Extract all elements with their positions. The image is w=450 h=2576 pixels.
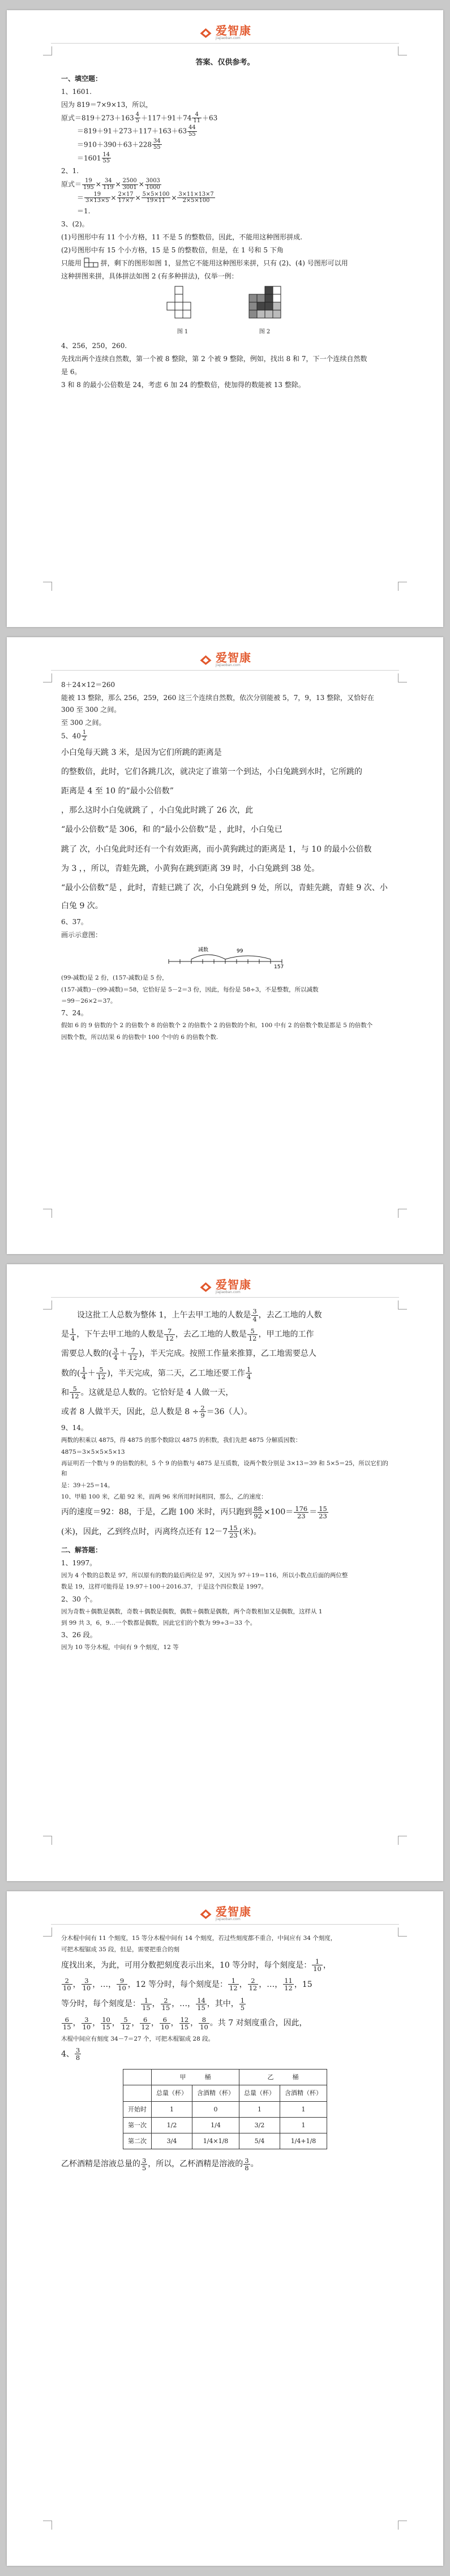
question-number: 3、(2)。: [61, 220, 89, 228]
number-line-label: 减数: [198, 947, 208, 954]
text-line: (157-减数)－(99-减数)＝58，它恰好是 5－2＝3 份，因此，每份是 58÷3，不是整数，所以减数: [61, 986, 319, 993]
brand-logo: [199, 1279, 251, 1294]
equation-line: 原式＝ $\frac{19}{195}$ × $\frac{34}{119}$ × $\frac{2500}{3001}$ × $\frac{3003}{1000}$: [61, 178, 160, 191]
crop-mark: [43, 1927, 52, 1937]
header-rule: [51, 43, 399, 44]
header-rule: [51, 1297, 399, 1298]
figure-1-caption: 图 1: [177, 328, 188, 335]
crop-mark: [43, 46, 52, 55]
brand-logo: [199, 1906, 251, 1921]
document-page-2: [7, 637, 443, 1254]
question-number: 1、1997。: [61, 1559, 97, 1567]
l-shape-icon: [84, 257, 98, 269]
page-3-content: [61, 1305, 389, 1654]
text-line: 画示示意图：: [61, 931, 102, 939]
page-2-content: [61, 678, 389, 1044]
table-row: [123, 2085, 327, 2101]
text-line: 分木棍中间有 11 个刻度，15 等分木棍中间有 14 个刻度，若过些刻度都不重合，中间应有 34 个刻度，: [61, 1935, 337, 1942]
crop-mark: [398, 673, 407, 682]
page-1-content: [61, 51, 389, 392]
table-cell: 1: [239, 2101, 280, 2117]
answer-title: 答案、仅供参考。: [195, 58, 255, 67]
text-line: 小白兔每天跳 3 米，是因为它们所跳的距离是: [61, 748, 222, 757]
text-line: 只能用 拼，剩下的图形如图 1，显然它不能用这种图形来拼，只有 (2)、(4) 号图形可以用: [61, 257, 389, 269]
question-number: 3、26 段。: [61, 1631, 97, 1639]
table-row: [123, 2133, 327, 2149]
text-line: 数是 19，这样可能得是 19.97＋100＋2016.37，于是这个四位数是 1997。: [61, 1583, 268, 1591]
table-cell: 1/4: [192, 2117, 239, 2133]
table-cell: 1: [152, 2101, 192, 2117]
crop-mark: [398, 582, 407, 591]
text-line: 10、甲船 100 米，乙船 92 米，而两 96 米所用时间相同，那么，乙的速度：: [61, 1493, 267, 1500]
brand-logo: [199, 25, 251, 40]
brand-url: jiajiaoban.com: [216, 1290, 241, 1294]
number-line-label: 99: [236, 948, 243, 955]
header-rule: [51, 1924, 399, 1925]
text-line: 能被 13 整除，那么 256，259，260 这三个连续自然数，依次分别能被 5，7，9，13 整除，又恰好在 300 至 300 之间。: [61, 694, 375, 714]
question-number: 9、14。: [61, 1424, 88, 1432]
document-page-4: [7, 1891, 443, 2566]
text-line: 数的( $\frac{1}{4}$ ＋ $\frac{5}{12}$ )，半天完成，第二天，乙工地还要工作 $\frac{1}{4}$: [61, 1366, 251, 1381]
brand-name: 爱智康: [216, 651, 251, 664]
text-line: “最小公倍数”是 306，和 的“最小公倍数”是 ，此时，小白兔已: [61, 825, 282, 835]
figure-2-grid: [242, 286, 288, 325]
table-cell: 第一次: [123, 2117, 152, 2133]
crop-mark: [398, 2521, 407, 2530]
crop-mark: [43, 673, 52, 682]
equation-line: ＝ $\frac{19}{3\times 13\times 5}$ × $\frac{2\times 17}{17\times 7}$ × $\frac{5\times 5\times 100}{19\times 11}$ × $\frac{3\times 11\times 13\times 7}{2\times 5\times 100}$: [77, 191, 214, 204]
text-line: 跳了 次，小白兔此时还有一个有效距离，而小黄狗跳过的距离是 1，与 10 的最小公倍数: [61, 844, 372, 854]
table-cell: 总量（杯）: [152, 2085, 192, 2101]
alcohol-table: [123, 2069, 327, 2149]
table-cell: 含酒精（杯）: [192, 2085, 239, 2101]
text-line: 4875＝3×5×5×5×13: [61, 1448, 125, 1456]
number-line-diagram: [163, 944, 288, 969]
table-cell: 甲 桶: [152, 2070, 239, 2085]
question-number: 2、1.: [61, 167, 79, 175]
crop-mark: [398, 1927, 407, 1937]
table-cell: [123, 2070, 152, 2085]
text-line: $\frac{6}{15}$ ， $\frac{3}{10}$ ， $\frac{10}{15}$ ， $\frac{5}{12}$ ， $\frac{6}{12}$ ， $\frac{6}{10}$ ， $\frac{12}{15}$ ， $\frac{8}{10}$ 。共 7 对刻度重合，因此，: [63, 2015, 307, 2031]
crop-mark: [43, 2521, 52, 2530]
brand-logo: [199, 652, 251, 667]
figure-2: [242, 286, 288, 337]
crop-mark: [43, 582, 52, 591]
table-cell: 3/2: [239, 2117, 280, 2133]
table-cell: 3/4: [152, 2133, 192, 2149]
q5-body: [61, 744, 389, 916]
question-number: 1、1601.: [61, 87, 92, 96]
page-4-content: [61, 1932, 389, 2175]
question-number: 5、40 $\frac{1}{2}$: [61, 729, 87, 742]
text-line: 设这批工人总数为整体 1，上午去甲工地的人数是 $\frac{3}{4}$ ，去乙工地的人数: [77, 1307, 322, 1323]
question-number: 2、30 个。: [61, 1595, 97, 1603]
text-line: (2)号图形中有 15 个小方格，15 是 5 的整数倍，但是，在 1 号和 5 下角: [61, 246, 284, 254]
crop-mark: [398, 1836, 407, 1845]
text-line: 为 3 ，，所以，青蛙先跳，小黄狗在跳到距离 39 时，小白兔跳到 38 处。: [61, 864, 320, 873]
text-line: 等分时，每个刻度是： $\frac{1}{15}$ ， $\frac{2}{15}$ ，…， $\frac{14}{15}$ ，其中， $\frac{1}{5}$: [61, 1996, 245, 2012]
crop-mark: [43, 1209, 52, 1218]
text-line: 乙杯酒精是溶液总量的 $\frac{3}{5}$ ，所以，乙杯酒精是溶液的 $\frac{3}{8}$ 。: [61, 2156, 259, 2172]
text-line: 因为奇数＋偶数是偶数，奇数＋偶数是偶数，偶数＋偶数是偶数，两个奇数相加又是偶数，这样从 1: [61, 1608, 323, 1615]
crop-mark: [43, 1300, 52, 1310]
text-line: ，那么这时小白兔就跳了 ，小白兔此时跳了 26 次，此: [61, 806, 254, 815]
document-page-1: [7, 10, 443, 627]
equation-line: ＝819＋91＋273＋117＋163＋63 $\frac{44}{55}$: [77, 124, 196, 138]
text-line: 先找出两个连续自然数，第一个被 8 整除，第 2 个被 9 整除，例如，找出 8 和 7，下一个连续自然数: [61, 355, 367, 363]
brand-name: 爱智康: [216, 1905, 251, 1918]
text-line: 或者 8 人做半天，因此，总人数是 8 ÷ $\frac{2}{9}$ ＝36（人）。: [61, 1404, 252, 1420]
equation-line: 原式＝819＋273＋163 $\frac{4}{5}$ ＋117＋91＋74 $\frac{4}{11}$ ＋63: [61, 111, 218, 124]
table-row: [123, 2070, 327, 2085]
table-cell: 1: [280, 2117, 327, 2133]
text-line: 因为 819＝7×9×13，所以，: [61, 100, 153, 109]
text-line: (1)号图形中有 11 个小方格，11 不是 5 的整数倍，因此，不能用这种图形拼成.: [61, 233, 303, 241]
text-line: 至 300 之间。: [61, 719, 106, 727]
brand-url: jiajiaoban.com: [216, 1917, 241, 1921]
text-line: 两数的积乘以 4875，得 4875 的那个数除以 4875 的积数，我们先把 4875 分解质因数：: [61, 1437, 302, 1444]
table-cell: 开始时: [123, 2101, 152, 2117]
question-number: 7、24。: [61, 1009, 88, 1017]
figure-row: [61, 286, 389, 337]
text-line: 的整数倍，此时，它们各跳几次，就决定了谁第一个到达，小白兔跳到水时，它所跳的: [61, 767, 362, 776]
text-line: (米)，因此，乙到终点时，丙离终点还有 12－7 $\frac{15}{23}$ (米)。: [61, 1524, 262, 1540]
text-line: 是 6。: [61, 368, 82, 376]
figure-1: [163, 286, 203, 337]
table-cell: 第二次: [123, 2133, 152, 2149]
table-cell: 乙 桶: [239, 2070, 327, 2085]
table-cell: 含酒精（杯）: [280, 2085, 327, 2101]
text-line: 因为 10 等分木棍，中间有 9 个刻度，12 等: [61, 1644, 179, 1651]
equation-line: ＝1601 $\frac{14}{55}$: [77, 151, 110, 165]
text-line: 丙的速度＝92：88，于是，乙跑 100 米时，丙只跑到 $\frac{88}{92}$ ×100＝ $\frac{176}{23}$ ＝ $\frac{15}{23}$: [61, 1504, 327, 1520]
brand-logo-icon: [199, 654, 212, 666]
text-line: 再证明若一个数与 9 的倍数的积，5 个 9 的倍数与 4875 是互质数，设两个数分别是 3×13＝39 和 5×5＝25，所以它们的和: [61, 1459, 388, 1478]
header-rule: [51, 670, 399, 671]
text-line: 和 $\frac{5}{12}$ 。这就是总人数的。它恰好是 4 人做一天，: [61, 1385, 234, 1401]
crop-mark: [398, 1300, 407, 1310]
table-cell: 5/4: [239, 2133, 280, 2149]
table-cell: 0: [192, 2101, 239, 2117]
text-line: $\frac{2}{10}$ ， $\frac{3}{10}$ ，…， $\frac{9}{10}$ ，12 等分时，每个刻度是： $\frac{1}{12}$ ， $\frac{2}{12}$ ，…， $\frac{11}{12}$ ，15: [63, 1977, 312, 1993]
figure-1-grid: [163, 286, 203, 325]
equation-line: ＝1.: [77, 207, 91, 215]
text-line: 到 99 共 3，6，9…一个数都是偶数，因此它们的个数为 99÷3＝33 个。: [61, 1619, 256, 1626]
table-cell: 1/2: [152, 2117, 192, 2133]
text-line: 度找出来，为此，可用分数把刻度表示出来，10 等分时，每个刻度是： $\frac{1}{10}$ ，: [61, 1957, 331, 1973]
equation-line: ＝910＋390＋63＋228 $\frac{34}{55}$: [77, 138, 161, 151]
text-line: 这种拼图来拼，具体拼法如图 2 (有多种拼法)，仅举一例：: [61, 272, 238, 280]
crop-mark: [398, 46, 407, 55]
text-line: 是 $\frac{1}{4}$ ，下午去甲工地的人数是 $\frac{7}{12}$ ，去乙工地的人数是 $\frac{5}{12}$ ，甲工地的工作: [61, 1326, 314, 1342]
brand-url: jiajiaoban.com: [216, 36, 241, 40]
text-line: 因数个数，所以结果 6 的倍数中 100 个中的 6 的倍数个数.: [61, 1033, 218, 1041]
table-cell: 1/4+1/8: [280, 2133, 327, 2149]
text-line: “最小公倍数”是 ，此时，青蛙已跳了 次，小白兔跳到 9 处，所以，青蛙先跳，青蛙 9 次、小白兔 9 次。: [61, 883, 388, 911]
brand-name: 爱智康: [216, 1278, 251, 1291]
text-line: 3 和 8 的最小公倍数是 24，考虑 6 加 24 的整数倍，使加得的数能被 13 整除。: [61, 381, 305, 389]
figure-2-caption: 图 2: [259, 328, 271, 335]
document-page-3: [7, 1264, 443, 1881]
text-line: ＝99－26×2＝37。: [61, 998, 117, 1005]
number-line-label: 157: [273, 964, 284, 970]
brand-name: 爱智康: [216, 24, 251, 37]
text-line: 可把木棍锯成 35 段，但是，需要把重合的刻: [61, 1946, 180, 1954]
crop-mark: [43, 1836, 52, 1845]
table-row: [123, 2117, 327, 2133]
q8-body: [61, 1306, 389, 1421]
crop-mark: [398, 1209, 407, 1218]
question-number: 6、37。: [61, 918, 88, 926]
section-heading: 一、填空题：: [61, 74, 102, 83]
table-cell: 1: [280, 2101, 327, 2117]
text-line: 是：39＋25＝14。: [61, 1482, 114, 1489]
text-line: 因为 4 个数的总数是 97，所以原有的数的最后两位是 97，又因为 97＋19＝116，所以小数点后面的两位整: [61, 1572, 348, 1579]
section-heading: 二、解答题：: [61, 1545, 102, 1554]
fraction-block: [61, 1956, 389, 2033]
table-cell: 1/4×1/8: [192, 2133, 239, 2149]
text-line: 需要总人数的( $\frac{3}{4}$ ＋ $\frac{7}{12}$ )，半天完成。按照工作量来推算，乙工地需要总人: [61, 1346, 316, 1362]
table-cell: 总量（杯）: [239, 2085, 280, 2101]
table-row: [123, 2101, 327, 2117]
text-line: 8＋24×12＝260: [61, 681, 115, 689]
brand-logo-icon: [199, 1908, 212, 1920]
brand-logo-icon: [199, 1281, 212, 1293]
question-number: 4、256，250，260.: [61, 342, 127, 350]
text-line: (99-减数)是 2 份，(157-减数)是 5 份，: [61, 974, 168, 982]
question-number: 4、 $\frac{3}{8}$: [61, 2046, 80, 2062]
text-line: 假如 6 的 9 倍数的个 2 的倍数个 8 的倍数个 2 的倍数个 2 的倍数的个和，100 中有 2 的倍数个数是都是 5 的倍数个: [61, 1022, 373, 1029]
text-line: 木棍中间应有刻度 34－7＝27 个，可把木棍锯成 28 段。: [61, 2035, 215, 2042]
brand-url: jiajiaoban.com: [216, 663, 241, 667]
brand-logo-icon: [199, 27, 212, 39]
table-cell: [123, 2085, 152, 2101]
text-line: 距离是 4 至 10 的“最小公倍数”: [61, 787, 174, 796]
